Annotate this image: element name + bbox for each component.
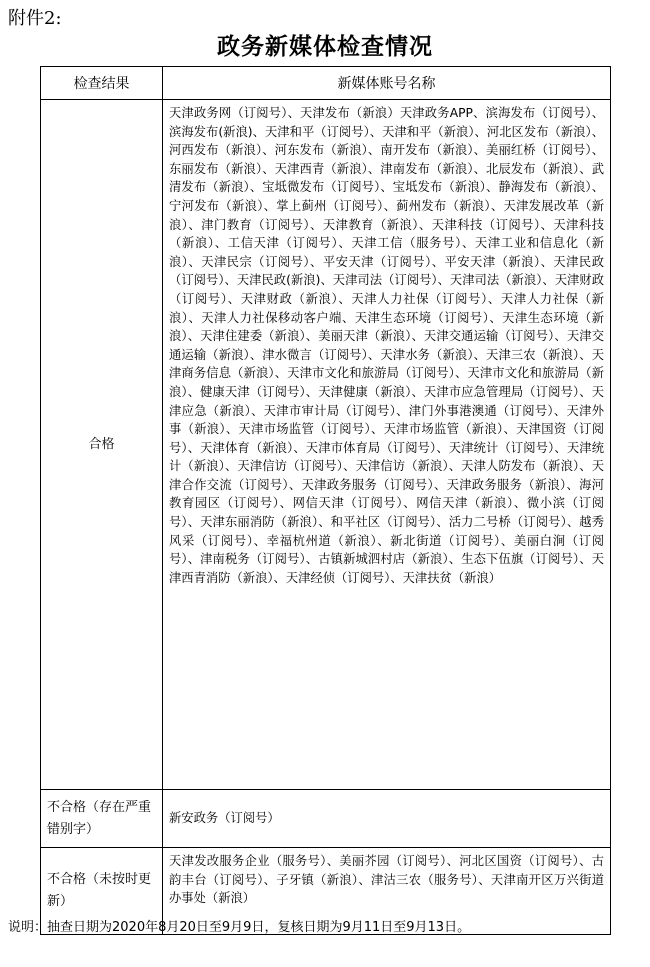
inspection-table xyxy=(40,66,611,935)
result-cell: 合格 xyxy=(41,100,163,790)
table-row-qualified xyxy=(41,100,611,790)
page-title: 政务新媒体检查情况 xyxy=(217,33,433,60)
table-header-row xyxy=(41,67,611,100)
header-result: 检查结果 xyxy=(41,67,163,100)
accounts-cell: 新安政务（订阅号） xyxy=(163,790,611,848)
result-cell: 不合格（存在严重错别字） xyxy=(41,790,163,848)
accounts-cell: 天津发改服务企业（服务号）、美丽芥园（订阅号）、河北区国资（订阅号）、古韵丰台（订阅号）、子牙镇（新浪）、津沽三农（服务号）、天津南开区万兴街道办事处（新浪） xyxy=(163,848,611,935)
footnote: 说明：抽查日期为2020年8月20日至9月9日，复核日期为9月11日至9月13日。 xyxy=(8,920,471,935)
attachment-label: 附件2: xyxy=(8,8,62,29)
result-cell: 不合格（未按时更新） xyxy=(41,848,163,935)
table-row-typo xyxy=(41,790,611,848)
accounts-cell: 天津政务网（订阅号）、天津发布（新浪）天津政务APP、滨海发布（订阅号）、滨海发布(新浪)、天津和平（订阅号）、天津和平（新浪）、河北区发布（新浪）、河西发布（新浪）、河东发布（新浪）、南开发布（新浪）、美丽红桥（订阅号）、东丽发布（新浪）、天津西青（新浪）、津南发布（新浪）、北辰发布（新浪）、武清发布（新浪）、宝坻微发布（订阅号）、宝坻发布（新浪）、静海发布（新浪）、宁河发布（新浪）、掌上蓟州（订阅号）、蓟州发布（新浪）、天津发展改革（新浪）、津门教育（订阅号）、天津教育（新浪）、天津科技（订阅号）、天津科技（新浪）、工信天津（订阅号）、天津工信（服务号）、天津工业和信息化（新浪）、天津民宗（订阅号）、平安天津（订阅号）、平安天津（新浪）、天津民政（订阅号）、天津民政(新浪)、天津司法（订阅号）、天津司法（新浪）、天津财政（订阅号）、天津财政（新浪）、天津人力社保（订阅号）、天津人力社保（新浪）、天津人力社保移动客户端、天津生态环境（订阅号）、天津生态环境（新浪）、天津住建委（新浪）、美丽天津（新浪）、天津交通运输（订阅号）、天津交通运输（新浪）、津水微言（订阅号）、天津水务（新浪）、天津三农（新浪）、天津商务信息（新浪）、天津市文化和旅游局（订阅号）、天津市文化和旅游局（新浪）、健康天津（订阅号）、天津健康（新浪）、天津市应急管理局（订阅号）、天津应急（新浪）、天津市审计局（订阅号）、津门外事港澳通（订阅号）、天津外事（新浪）、天津市场监管（订阅号）、天津市场监管（新浪）、天津国资（订阅号）、天津体育（新浪）、天津市体育局（订阅号）、天津统计（订阅号）、天津统计（新浪）、天津信访（订阅号）、天津信访（新浪）、天津人防发布（新浪）、天津合作交流（订阅号）、天津政务服务（订阅号）、天津政务服务（新浪）、海河教育园区（订阅号）、网信天津（订阅号）、网信天津（新浪）、微小滨（订阅号）、天津东丽消防（新浪）、和平社区（订阅号）、活力二号桥（订阅号）、越秀风采（订阅号）、幸福杭州道（新浪）、新北街道（订阅号）、美丽白涧（订阅号）、津南税务（订阅号）、古镇新城泗村店（新浪）、生态下伍旗（订阅号）、天津西青消防（新浪）、天津经侦（订阅号）、天津扶贫（新浪） xyxy=(163,100,611,790)
header-account-names: 新媒体账号名称 xyxy=(163,67,611,100)
